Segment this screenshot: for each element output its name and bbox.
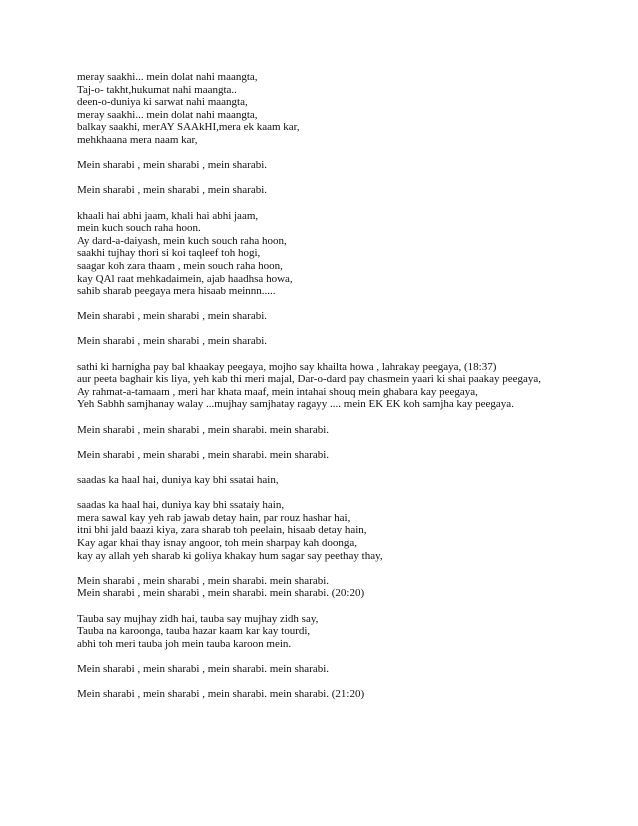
text-line: Taj-o- takht,hukumat nahi maangta.. [77, 83, 237, 96]
text-line: aur peeta baghair kis liya, yeh kab thi meri majal, Dar-o-dard pay chasmein yaari ki shai paakay peegaya, [77, 373, 542, 386]
text-line: meray saakhi... mein dolat nahi maangta, [77, 108, 258, 121]
text-line: kay QAl raat mehkadaimein, ajab haadhsa howa, [77, 272, 293, 285]
text-line: Ay rahmat-a-tamaam , meri har khata maaf, mein intahai shouq mein ghabara kay peegaya, [77, 385, 478, 398]
text-line: sahib sharab peegaya mera hisaab meinnn..... [77, 285, 276, 298]
paragraph [77, 71, 607, 147]
text-line: Mein sharabi , mein sharabi , mein sharabi. mein sharabi. [77, 574, 330, 587]
paragraph [77, 663, 607, 676]
paragraph [77, 159, 607, 172]
text-line: itni bhi jald baazi kiya, zara sharab toh peelain, hisaab detay hain, [77, 524, 367, 537]
text-line: Tauba say mujhay zidh hai, tauba say mujhay zidh say, [77, 612, 319, 625]
text-line: mehkhaana mera naam kar, [77, 133, 198, 146]
paragraph [77, 361, 607, 411]
text-line: kay ay allah yeh sharab ki goliya khakay hum sagar say peethay thay, [77, 549, 383, 562]
text-line: Mein sharabi , mein sharabi , mein sharabi. mein sharabi. (21:20) [77, 688, 365, 701]
text-line: abhi toh meri tauba joh mein tauba karoon mein. [77, 637, 292, 650]
text-line: mein kuch souch raha hoon. [77, 222, 201, 235]
text-line: saadas ka haal hai, duniya kay bhi ssatai hain, [77, 474, 279, 486]
text-line: Mein sharabi , mein sharabi , mein sharabi. [77, 159, 268, 172]
paragraph [77, 613, 607, 651]
paragraph [77, 688, 607, 701]
text-line: Ay dard-a-daiyash, mein kuch souch raha hoon, [77, 234, 287, 247]
text-line: Mein sharabi , mein sharabi , mein sharabi. mein sharabi. [77, 662, 330, 675]
text-line: deen-o-duniya ki sarwat nahi maangta, [77, 96, 248, 109]
paragraph [77, 499, 607, 562]
text-line: saagar koh zara thaam , mein souch raha hoon, [77, 259, 283, 272]
text-line: saadas ka haal hai, duniya kay bhi ssataiy hain, [77, 499, 285, 512]
text-line: Yeh Sabhh samjhanay walay ...mujhay samjhatay ragayy .... mein EK EK koh samjha kay peegaya. [77, 398, 514, 411]
paragraph [77, 575, 607, 600]
text-line: sathi ki harnigha pay bal khaakay peegaya, mojho say khailta howa , lahrakay peegaya, (18:37) [77, 360, 497, 373]
paragraph [77, 310, 607, 323]
text-line: Mein sharabi , mein sharabi , mein sharabi. mein sharabi. (20:20) [77, 587, 365, 600]
text-line: balkay saakhi, merAY SAAkHI,mera ek kaam kar, [77, 121, 300, 134]
text-line: Mein sharabi , mein sharabi , mein sharabi. [77, 184, 268, 197]
paragraph [77, 449, 607, 462]
text-line: Mein sharabi , mein sharabi , mein sharabi. [77, 335, 268, 348]
text-line: Kay agar khai thay isnay angoor, toh mein sharpay kah doonga, [77, 536, 357, 549]
paragraph [77, 210, 607, 298]
lyrics-text-block [77, 71, 607, 701]
text-line: khaali hai abhi jaam, khali hai abhi jaam, [77, 209, 259, 222]
paragraph [77, 424, 607, 437]
text-line: meray saakhi... mein dolat nahi maangta, [77, 71, 258, 83]
text-line: Tauba na karoonga, tauba hazar kaam kar kay tourdi, [77, 625, 311, 638]
paragraph [77, 184, 607, 197]
text-line: Mein sharabi , mein sharabi , mein sharabi. [77, 310, 268, 323]
paragraph [77, 335, 607, 348]
text-line: Mein sharabi , mein sharabi , mein sharabi. mein sharabi. [77, 423, 330, 436]
text-line: Mein sharabi , mein sharabi , mein sharabi. mein sharabi. [77, 448, 330, 461]
text-line: saakhi tujhay thori si koi taqleef toh hogi, [77, 247, 261, 260]
paragraph [77, 474, 607, 487]
text-line: mera sawal kay yeh rab jawab detay hain, par rouz hashar hai, [77, 511, 351, 524]
